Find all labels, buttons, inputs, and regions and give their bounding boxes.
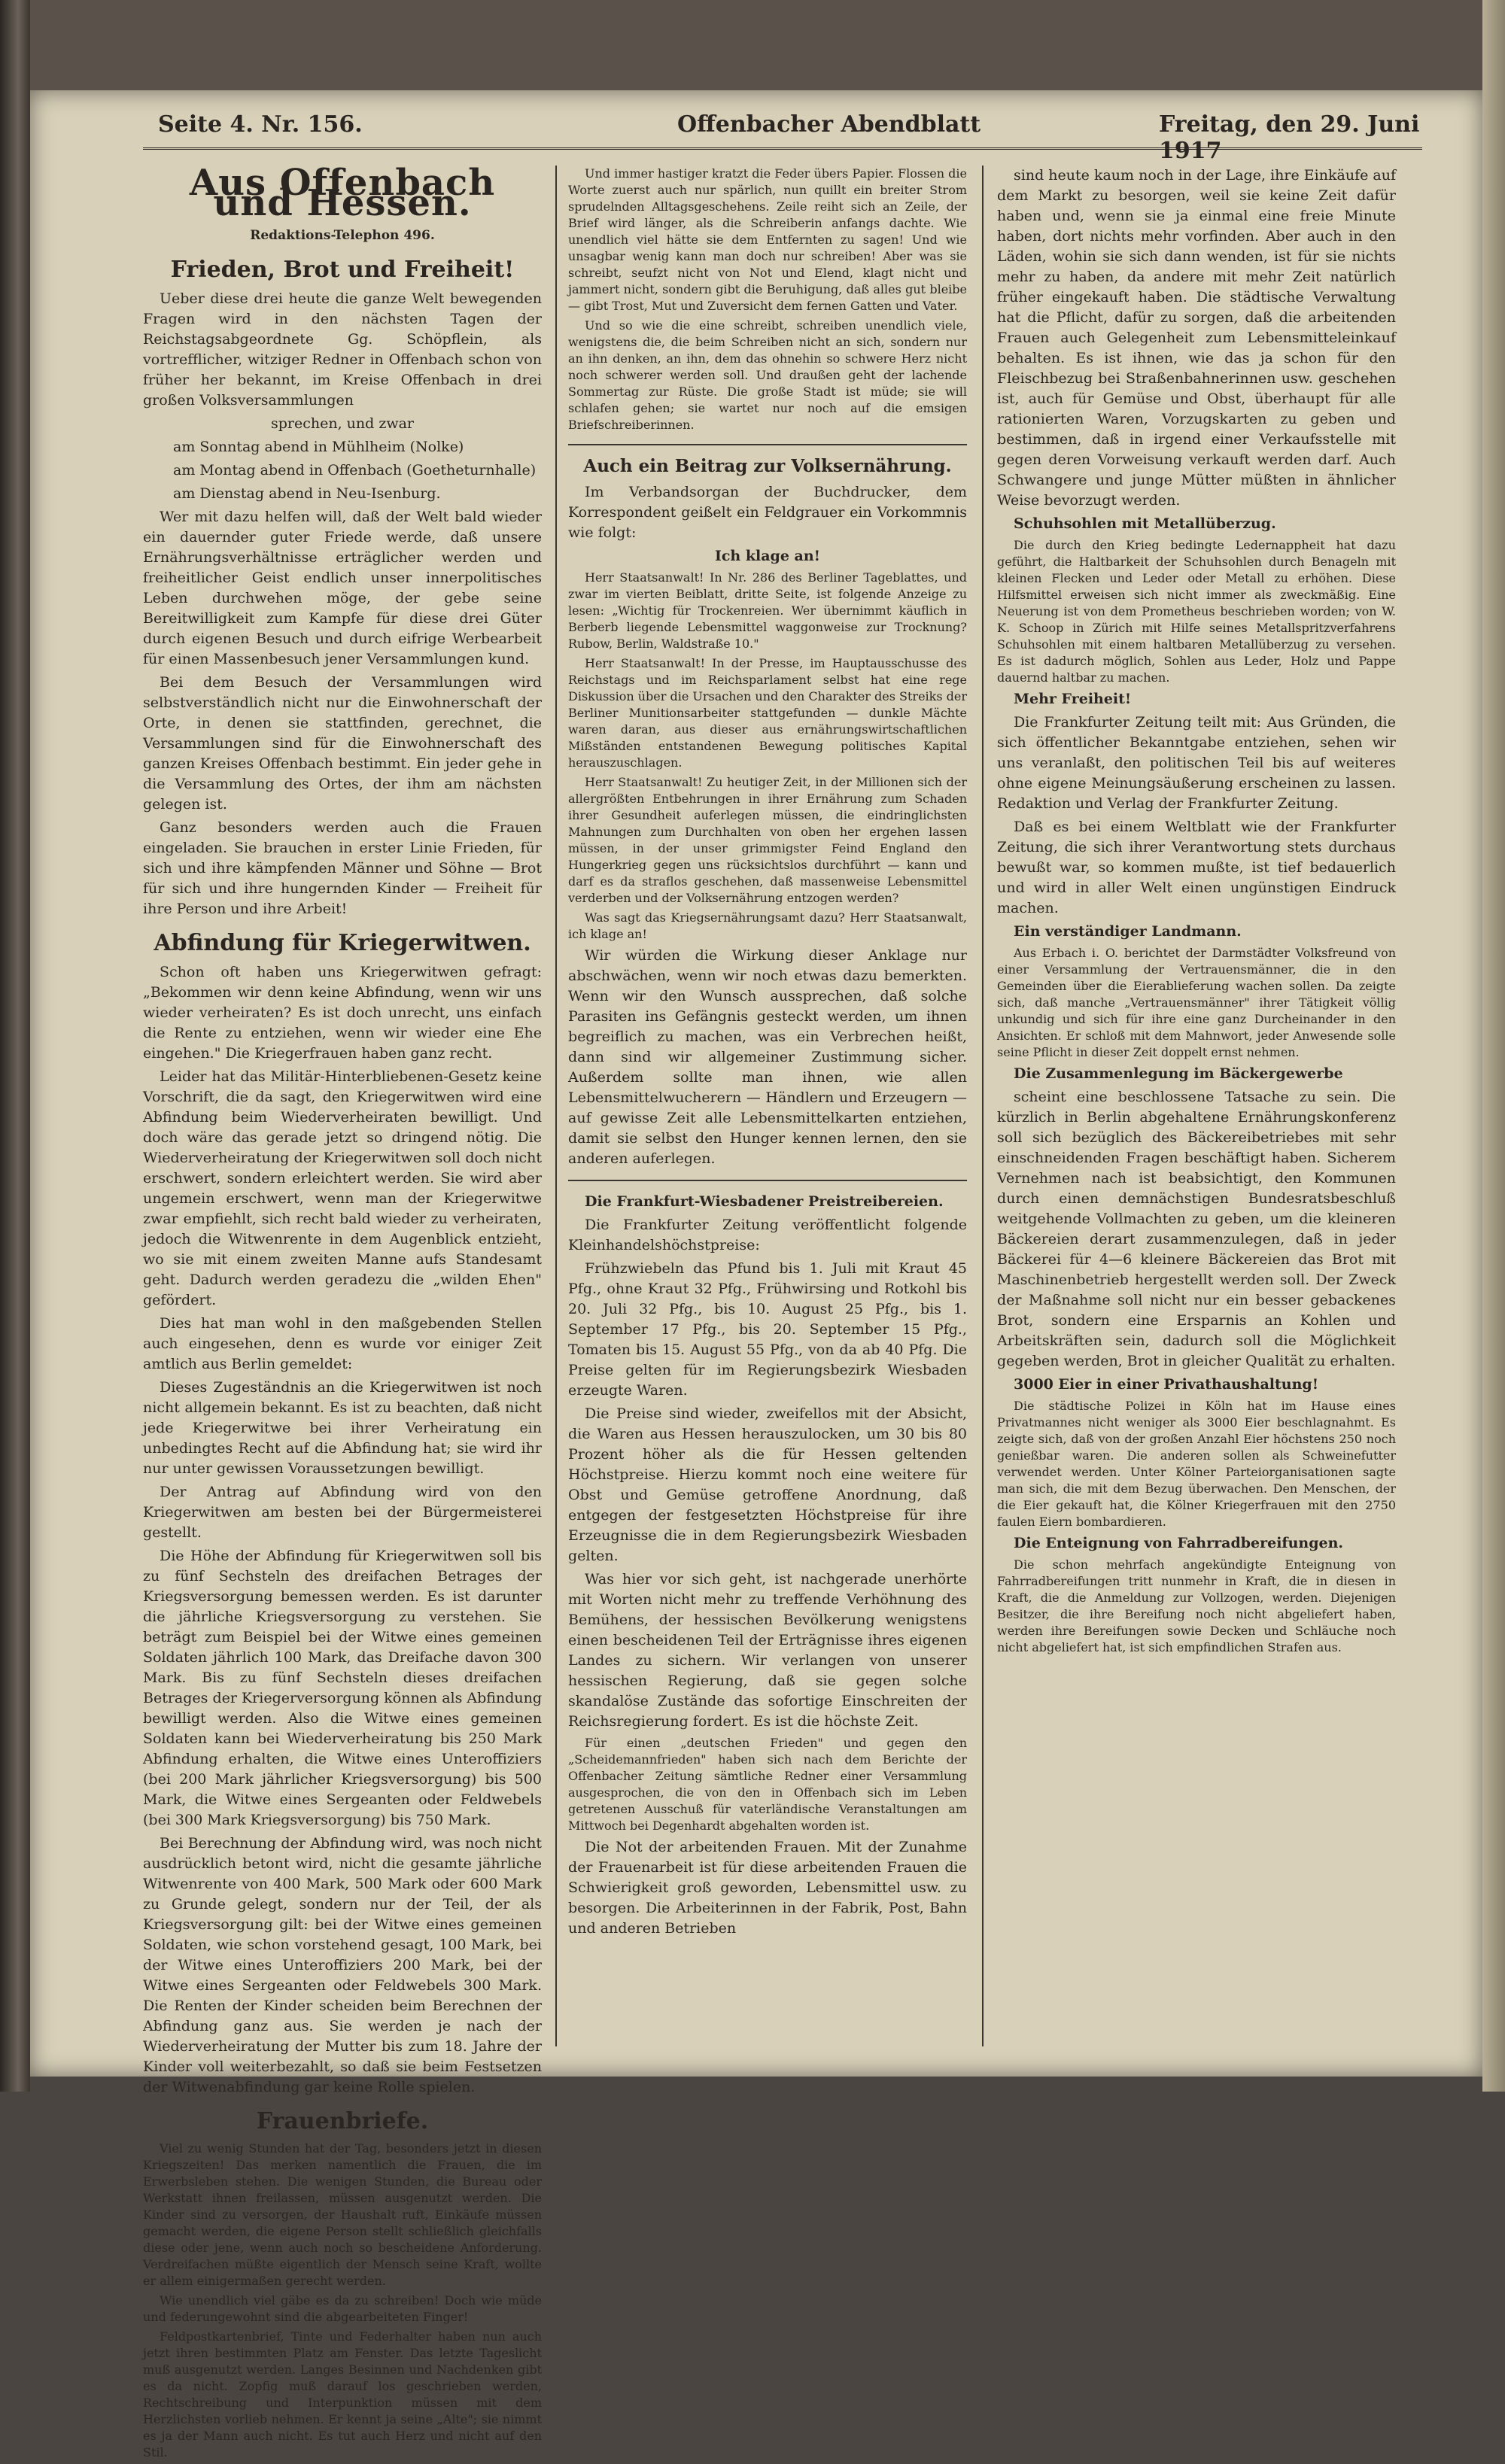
article-title: Abfindung für Kriegerwitwen. — [154, 930, 531, 956]
photo-top-background — [0, 0, 1505, 90]
paragraph: Die durch den Krieg bedingte Ledernappheit hat dazu geführt, die Haltbarkeit der Schuhsohlen durch Benageln mit kleinen Flecken und Leder oder Metall zu erhöhen. Diese Hilfsmittel erweisen sich nicht immer als zweckmäßig. Eine Neuerung ist von dem Prometheus beschrieben worden; von W. K. Schoop in Zürich mit Hilfe seines Metallspritzverfahrens Schuhsohlen mit einem haltbaren Metallüberzug zu versehen. Es ist dadurch möglich, Sohlen aus Leder, Holz und Pappe dauernd haltbar zu machen. — [997, 538, 1396, 685]
paragraph: Herr Staatsanwalt! Zu heutiger Zeit, in der Millionen sich der allergrößten Entbehrungen in ihrer Ernährung zum Schaden ihrer Gesundheit auferlegen müssen, die eindringlichsten Mahnungen zum Durchhalten von oben her ergehen lassen müssen, in der unser grimmigster Feind England den Hungerkrieg gegen uns rücksichtslos durchführt — kann und darf es da straflos geschehen, daß massenweise Lebensmittel verderben und der Volksernährung entzogen werden? — [568, 775, 967, 905]
article-lead: Mehr Freiheit! — [1014, 691, 1132, 707]
paragraph: Aus Erbach i. O. berichtet der Darmstädter Volksfreund von einer Versammlung der Vertrauensmänner, die in den Gemeinden über die Eierablieferung wachen sollen. Da zeigte sich, daß manche „Vertrauensmänner" ihrer Tätigkeit völlig unkundig und sich für ihre eine ganz Durcheinander in den Ansichten. Er schloß mit dem Mahnwort, jeder Anwesende solle seine Pflicht in dieser Zeit doppelt ernst nehmen. — [997, 946, 1396, 1059]
paragraph: Dieses Zugeständnis an die Kriegerwitwen ist noch nicht allgemein bekannt. Es ist zu beachten, daß nicht jede Kriegerwitwe bei ihrer Verheiratung ein unbedingtes Recht auf die Abfindung hat; sie wird ihr nur unter gewissen Voraussetzungen bewilligt. — [143, 1379, 542, 1477]
paragraph: Die Preise sind wieder, zweifellos mit der Absicht, die Waren aus Hessen herauszulocken, um 30 bis 80 Prozent höher als die für Hessen geltenden Höchstpreise. Hierzu kommt noch eine weitere für Obst und Gemüse getroffene Anordnung, daß entgegen der festgesetzten Höchstpreise für ihre Erzeugnisse die in dem Regierungsbezirk Wiesbaden gelten. — [568, 1405, 967, 1564]
paragraph: Die Not der arbeitenden Frauen. Mit der Zunahme der Frauenarbeit ist für diese arbeitenden Frauen die Schwierigkeit groß geworden, Lebensmittel usw. zu besorgen. Die Arbeiterinnen in der Fabrik, Post, Bahn und anderen Betrieben — [568, 1839, 967, 1937]
paragraph: Was hier vor sich geht, ist nachgerade unerhörte mit Worten nicht mehr zu treffende Verhöhnung des Bemühens, der hessischen Bevölkerung wenigstens einen bescheidenen Teil der Erträgnisse ihres eigenen Landes zu sichern. Wir verlangen von unserer hessischen Regierung, daß sie gegen solche skandalöse Zustände das sofortige Einschreiten der Reichsregierung fordert. Es ist die höchste Zeit. — [568, 1571, 967, 1730]
paragraph: Die städtische Polizei in Köln hat im Hause eines Privatmannes nicht weniger als 3000 Eier beschlagnahmt. Es zeigte sich, daß von der großen Anzahl Eier höchstens 250 noch genießbar waren. Die anderen sollen als Schweinefutter verwendet werden. Unter Kölner Parteiorganisationen sagte man sich, die mit dem Bezug überwachen. Den Menschen, der die Eier gekauft hat, die Kölner Kriegerfrauen mit den 2750 faulen Eiern bombardieren. — [997, 1399, 1396, 1529]
article-title: Frieden, Brot und Freiheit! — [170, 257, 515, 283]
issue-date: Freitag, den 29. Juni 1917 — [1159, 111, 1420, 164]
article-lead: 3000 Eier in einer Privathaushaltung! — [1014, 1376, 1319, 1393]
event-line: am Dienstag abend in Neu-Isenburg. — [173, 485, 441, 502]
paragraph: Was sagt das Kriegsernährungsamt dazu? Herr Staatsanwalt, ich klage an! — [568, 910, 967, 941]
paragraph: scheint eine beschlossene Tatsache zu sein. Die kürzlich in Berlin abgehaltene Ernährungskonferenz soll sich bezüglich des Bäckereibetriebes mit sehr einschneidenden Fragen beschäftigt haben. Sicherem Vernehmen nach ist beabsichtigt, den Kommunen durch einen demnächstigen Bundesratsbeschluß weitgehende Vollmachten zu geben, um die kleineren Bäckereien derart zusammenzulegen, daß in jeder Bäckerei für 4—6 kleinere Bäckereien das Brot mit Maschinenbetrieb hergestellt werden soll. Der Zweck der Maßnahme soll nicht nur ein besser gebackenes Brot, sondern eine Ersparnis an Kohlen und Arbeitskräften sein, dadurch soll die Möglichkeit gegeben werden, Brot in gleicher Qualität zu erhalten. — [997, 1089, 1396, 1369]
header-rule — [143, 147, 1422, 150]
article-title: Auch ein Beitrag zur Volksernährung. — [583, 456, 952, 476]
article-title: Frauenbriefe. — [256, 2108, 429, 2134]
section-title: Aus Offenbach und Hessen. — [189, 162, 496, 224]
paragraph: Wie unendlich viel gäbe es da zu schreiben! Doch wie müde und federungewohnt sind die abgearbeiteten Finger! — [143, 2293, 542, 2324]
paragraph: Bei dem Besuch der Versammlungen wird selbstverständlich nicht nur die Einwohnerschaft der Orte, in denen sie stattfinden, gerechnet, die Versammlungen sind für die Einwohnerschaft des ganzen Kreises Offenbach bestimmt. Ein jeder gehe in die Versammlung des Ortes, der ihm am nächsten gelegen ist. — [143, 674, 542, 813]
subheading: Ich klage an! — [714, 548, 821, 564]
paragraph: Schon oft haben uns Kriegerwitwen gefragt: „Bekommen wir denn keine Abfindung, wenn wir uns wieder verheiraten? Es ist doch unrecht, uns einfach die Rente zu entziehen, wenn wir wieder eine Ehe eingehen." Die Kriegerfrauen haben ganz recht. — [143, 964, 542, 1062]
paragraph: sprechen, und zwar — [270, 415, 415, 432]
paragraph: Die Frankfurter Zeitung veröffentlicht folgende Kleinhandelshöchstpreise: — [568, 1217, 967, 1253]
paragraph: Für einen „deutschen Frieden" und gegen den „Scheidemannfrieden" haben sich nach dem Berichte der Offenbacher Zeitung sämtliche Redner einer Versammlung ausgesprochen, die von den in Offenbach sich im Leben getretenen Ausschuß für vaterländische Veranstaltungen am Mittwoch bei Degenhardt abgehalten worden ist. — [568, 1736, 967, 1833]
newspaper-page — [30, 90, 1482, 2459]
book-spine — [0, 0, 30, 2092]
event-line: am Montag abend in Offenbach (Goetheturnhalle) — [173, 462, 537, 479]
paragraph: Im Verbandsorgan der Buchdrucker, dem Korrespondent geißelt ein Feldgrauer ein Vorkommnis wie folgt: — [568, 484, 967, 541]
paragraph: Die Höhe der Abfindung für Kriegerwitwen soll bis zu fünf Sechsteln des dreifachen Betrages der Kriegsversorgung bemessen werden. Es ist darunter die jährliche Kriegsversorgung zu verstehen. Sie beträgt zum Beispiel bei der Witwe eines gemeinen Soldaten jährlich 100 Mark, das Dreifache davon 300 Mark. Bis zu fünf Sechsteln dieses dreifachen Betrages der Kriegerversorgung können als Abfindung bewilligt werden. Also die Witwe eines gemeinen Soldaten kann bei Wiederverheiratung bis 250 Mark Abfindung erhalten, die Witwe eines Unteroffiziers (bei 200 Mark jährlicher Kriegsversorgung) bis 500 Mark, die Witwe eines Sergeanten oder Feldwebels (bei 300 Mark Kriegsversorgung) bis 750 Mark. — [143, 1548, 542, 1828]
page-number: Seite 4. Nr. 156. — [158, 111, 363, 138]
article-lead: Die Enteignung von Fahrradbereifungen. — [1014, 1535, 1344, 1551]
paragraph: Wer mit dazu helfen will, daß der Welt bald wieder ein dauernder guter Friede werde, daß unsere Ernährungsverhältnisse erträglicher werden und freiheitlicher Geist endlich unser innerpolitisches Leben durchwehen möge, der gebe seine Bereitwilligkeit zum Kampfe für diese drei Güter durch eigenen Besuch und durch eifrige Werbearbeit für einen Massenbesuch jener Versammlungen kund. — [143, 509, 542, 667]
article-separator — [568, 444, 967, 445]
paragraph: Wir würden die Wirkung dieser Anklage nur abschwächen, wenn wir noch etwas dazu bemerkten. Wenn wir den Wunsch aussprechen, daß solche Parasiten ins Gefängnis gesteckt werden, um ihnen begreiflich zu machen, was ein Verbrechen heißt, dann sind wir allgemeiner Zustimmung sicher. Außerdem sollte man ihnen, wie allen Lebensmittelwucherern — Händlern und Erzeugern — auf gewisse Zeit alle Lebensmittelkarten entziehen, damit sie selbst den Hunger kennen lernen, den sie anderen auferlegen. — [568, 947, 967, 1167]
column-2 — [568, 166, 967, 1942]
paragraph: Die schon mehrfach angekündigte Enteignung von Fahrradbereifungen tritt nunmehr in Kraft, die in diesen in Kraft, die die Anmeldung zur Vollzogen, werden. Diejenigen Besitzer, die ihre Bereifung noch nicht abgeliefert haben, werden ihre Bereifungen sowie Decken und Schläuche noch nicht abgeliefert hat, ist sich empfindlichen Strafen aus. — [997, 1557, 1396, 1654]
paragraph: Dies hat man wohl in den maßgebenden Stellen auch eingesehen, denn es wurde vor einiger Zeit amtlich aus Berlin gemeldet: — [143, 1315, 542, 1372]
telephone-line: Redaktions-Telephon 496. — [250, 228, 435, 243]
paragraph: Die Frankfurter Zeitung teilt mit: Aus Gründen, die sich öffentlicher Bekanntgabe entziehen, sehen wir uns veranlaßt, den politischen Teil bis auf weiteres ohne eigene Meinungsäußerung erscheinen zu lassen. Redaktion und Verlag der Frankfurter Zeitung. — [997, 714, 1396, 812]
paragraph: Frühzwiebeln das Pfund bis 1. Juli mit Kraut 45 Pfg., ohne Kraut 32 Pfg., Frühwirsing und Rotkohl bis 20. Juli 32 Pfg., bis 10. August 25 Pfg., bis 1. September 17 Pfg., bis 20. September 15 Pfg., Tomaten bis 15. August 55 Pfg., von da ab 40 Pfg. Die Preise gelten für im Regierungsbezirk Wiesbaden erzeugte Waren. — [568, 1260, 967, 1399]
newspaper-name: Offenbacher Abendblatt — [677, 111, 981, 138]
column-1 — [143, 162, 542, 2464]
page-edges — [1482, 0, 1505, 2092]
paragraph: Viel zu wenig Stunden hat der Tag, besonders jetzt in diesen Kriegszeiten! Das merken namentlich die Frauen, die im Erwerbsleben stehen. Die wenigen Stunden, die Bureau oder Werkstatt ihnen freilassen, müssen ausgenutzt werden. Die Kinder sind zu versorgen, der Haushalt ruft, Einkäufe müssen gemacht werden, die eigene Person stellt schließlich gleichfalls diese oder jene, wenn auch noch so bescheidene Anforderung. Verdreifachen müßte eigentlich der Mensch seine Kraft, wollte er allem einigermaßen gerecht werden. — [143, 2141, 542, 2288]
column-divider — [982, 166, 984, 2046]
paragraph: Und so wie die eine schreibt, schreiben unendlich viele, wenigstens die, die beim Schreiben nicht an sich, sondern nur an ihn denken, an ihn, dem das ohnehin so schwere Herz nicht noch schwerer werden soll. Und draußen geht der lachende Sommertag zur Rüste. Die große Stadt ist müde; sie will schlafen gehen; sie wartet nur noch auf die emsigen Briefschreiberinnen. — [568, 318, 967, 432]
paragraph: Daß es bei einem Weltblatt wie der Frankfurter Zeitung, die sich ihrer Verantwortung stets durchaus bewußt war, so kommen mußte, ist tief bedauerlich und wird in aller Welt einen ungünstigen Eindruck machen. — [997, 819, 1396, 916]
paragraph: Feldpostkartenbrief, Tinte und Federhalter haben nun auch jetzt ihren bestimmten Platz am Fenster. Das letzte Tageslicht muß ausgenutzt werden. Langes Besinnen und Nachdenken gibt es da nicht. Zopfig muß darauf los geschrieben werden, Rechtschreibung und Interpunktion müssen mit dem Herzlichsten vorlieb nehmen. Er kennt ja seine „Alte"; sie nimmt es ja der Mann auch nicht. Es tut auch Herz und nicht auf den Stil. — [143, 2329, 542, 2459]
paragraph: Ganz besonders werden auch die Frauen eingeladen. Sie brauchen in erster Linie Frieden, für sich und ihre kämpfenden Männer und Söhne — Brot für sich und ihre hungernden Kinder — Freiheit für ihre Person und ihre Arbeit! — [143, 819, 542, 917]
article-separator — [568, 1180, 967, 1181]
paragraph: Und immer hastiger kratzt die Feder übers Papier. Flossen die Worte zuerst auch nur spärlich, nun quillt ein breiter Strom sprudelnden Alltagsgeschehens. Zeile reiht sich an Zeile, der Brief wird länger, als die Schreiberin anfangs dachte. Wie unendlich viel hätte sie dem Entfernten zu sagen! Und wie unsagbar wenig kann man doch nur schreiben! Aber was sie schreibt, seufzt nicht von Not und Elend, klagt nicht und jammert nicht, sondern gibt die Beruhigung, daß alles gut bleibe — gibt Trost, Mut und Zuversicht dem fernen Gatten und Vater. — [568, 166, 967, 313]
paragraph: sind heute kaum noch in der Lage, ihre Einkäufe auf dem Markt zu besorgen, weil sie keine Zeit dafür haben und, wenn sie ja einmal eine freie Minute haben, dort nichts mehr vorfinden. Aber auch in den Läden, wohin sie sich dann wenden, ist für sie nichts mehr zu haben, da andere mit mehr Zeit natürlich früher eingekauft haben. Die städtische Verwaltung hat die Pflicht, dafür zu sorgen, daß die arbeitenden Frauen auch Gelegenheit zum Lebensmitteleinkauf behalten. Es ist ihnen, wie das ja schon für den Fleischbezug bei Straßenbahnerinnen usw. geschehen ist, auch für Gemüse und Obst, überhaupt für alle rationierten Waren, Vorzugskarten zu geben und bestimmen, daß in irgend einer Verkaufsstelle mit gegen deren Vorweisung verkauft werden darf. Auch Schwangere und junge Mütter müßten in ähnlicher Weise bevorzugt werden. — [997, 167, 1396, 509]
article-lead: Ein verständiger Landmann. — [1014, 923, 1242, 940]
paragraph: Herr Staatsanwalt! In der Presse, im Hauptausschusse des Reichstags und im Reichsparlament selbst hat eine rege Diskussion über die Ursachen und den Charakter des Streiks der Berliner Munitionsarbeiter stattgefunden — dunkle Mächte waren daran, aus dieser aus ernährungswirtschaftlichen Mißständen entstandenen Bewegung politisches Kapital herauszuschlagen. — [568, 656, 968, 770]
paragraph: Der Antrag auf Abfindung wird von den Kriegerwitwen am besten bei der Bürgermeisterei gestellt. — [143, 1484, 542, 1541]
column-divider — [555, 166, 557, 2046]
column-3 — [997, 166, 1396, 1659]
paragraph: Herr Staatsanwalt! In Nr. 286 des Berliner Tageblattes, und zwar im vierten Beiblatt, dritte Seite, ist folgende Anzeige zu lesen: „Wichtig für Trockenreien. Wer übernimmt käuflich in Berberb liegende Lebensmittel waggonweise zur Trocknung? Rubow, Berlin, Waldstraße 10." — [568, 570, 967, 651]
event-line: am Sonntag abend in Mühlheim (Nolke) — [173, 439, 464, 455]
paragraph: Leider hat das Militär-Hinterbliebenen-Gesetz keine Vorschrift, die da sagt, den Kriegerwitwen wird eine Abfindung beim Wiederverheiraten bewilligt. Und doch wäre das gerade jetzt so dringend nötig. Die Wiederverheiratung der Kriegerwitwen soll doch nicht erschwert, sondern erleichtert werden. Sie wird aber ungemein erschwert, wenn man der Kriegerwitwe zwar empfiehlt, sich recht bald wieder zu verheiraten, jedoch die Witwenrente in dem Augenblick entzieht, wo sie mit einem zweiten Manne aufs Standesamt geht. Dadurch werden geradezu die „wilden Ehen" gefördert. — [143, 1068, 542, 1308]
article-lead: Die Frankfurt-Wiesbadener Preistreibereien. — [585, 1193, 944, 1210]
article-lead: Die Zusammenlegung im Bäckergewerbe — [1014, 1065, 1343, 1082]
paragraph: Bei Berechnung der Abfindung wird, was noch nicht ausdrücklich betont wird, nicht die gesamte jährliche Witwenrente von 400 Mark, 500 Mark oder 600 Mark zu Grunde gelegt, sondern nur der Teil, der als Kriegsversorgung gilt: bei der Witwe eines gemeinen Soldaten, wie schon vorstehend gesagt, 100 Mark, bei der Witwe eines Unteroffiziers 200 Mark, bei der Witwe eines Sergeanten oder Feldwebels 300 Mark. Die Renten der Kinder scheiden beim Berechnen der Abfindung ganz aus. Sie werden je nach der Wiederverheiratung der Mutter bis zum 18. Jahre der Kinder voll weiterbezahlt, so daß sie beim Festsetzen der Witwenabfindung gar keine Rolle spielen. — [143, 1835, 542, 2095]
article-lead: Schuhsohlen mit Metallüberzug. — [1014, 515, 1276, 532]
paragraph: Ueber diese drei heute die ganze Welt bewegenden Fragen wird in den nächsten Tagen der Reichstagsabgeordnete Gg. Schöpflein, als vortrefflicher, witziger Redner in Offenbach schon von früher her bekannt, im Kreise Offenbach in drei großen Volksversammlungen — [143, 290, 542, 409]
